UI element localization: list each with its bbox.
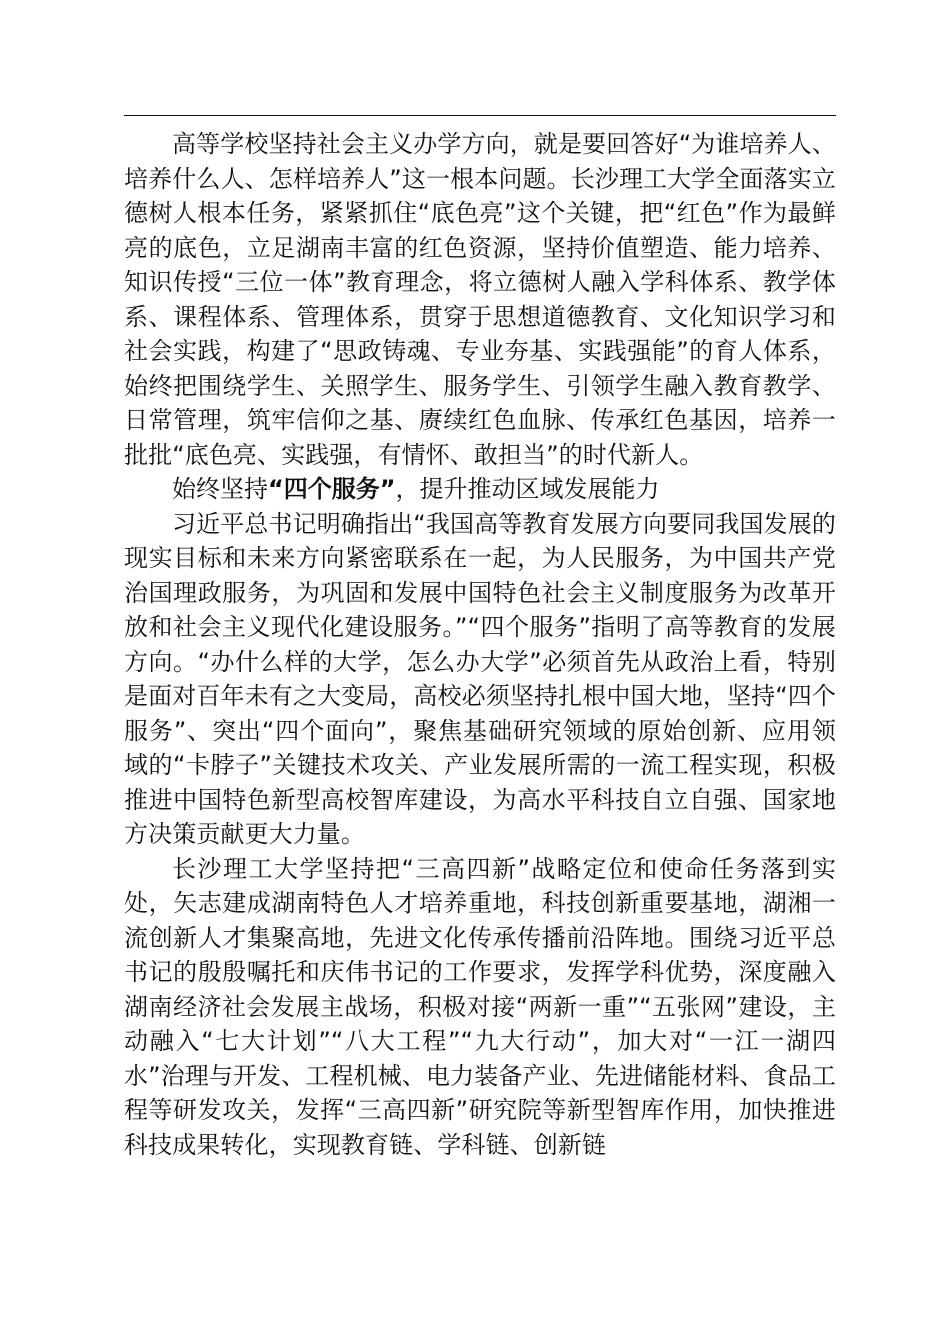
heading-prefix: 始终坚持 <box>172 475 268 503</box>
heading-bold: “四个服务” <box>268 475 396 503</box>
paragraph-2: 习近平总书记明确指出“我国高等教育发展方向要同我国发展的现实目标和未来方向紧密联系在一起，为人民服务，为中国共产党治国理政服务，为巩固和发展中国特色社会主义制度服务为改革开放和社会主义现代化建设服务。”“四个服务”指明了高等教育的发展方向。“办什么样的大学，怎么办大学”必须首先从政治上看，特别是面对百年未有之大变局，高校必须坚持扎根中国大地，坚持“四个服务”、突出“四个面向”，聚焦基础研究领域的原始创新、应用领域的“卡脖子”关键技术攻关、产业发展所需的一流工程实现，积极推进中国特色新型高校智库建设，为高水平科技自立自强、国家地方决策贡献更大力量。 <box>124 509 836 848</box>
header-rule <box>124 115 836 116</box>
document-body <box>124 127 836 1162</box>
section-heading <box>124 472 836 507</box>
paragraph-3: 长沙理工大学坚持把“三高四新”战略定位和使命任务落到实处，矢志建成湖南特色人才培养重地，科技创新重要基地，湖湘一流创新人才集聚高地，先进文化传承传播前沿阵地。围绕习近平总书记的殷殷嘱托和庆伟书记的工作要求，发挥学科优势，深度融入湖南经济社会发展主战场，积极对接“两新一重”“五张网”建设，主动融入“七大计划”“八大工程”“九大行动”，加大对“一江一湖四水”治理与开发、工程机械、电力装备产业、先进储能材料、食品工程等研发攻关，发挥“三高四新”研究院等新型智库作用，加快推进科技成果转化，实现教育链、学科链、创新链 <box>124 854 836 1159</box>
heading-suffix: ，提升推动区域发展能力 <box>395 475 660 503</box>
paragraph-1: 高等学校坚持社会主义办学方向，就是要回答好“为谁培养人、培养什么人、怎样培养人”这一根本问题。长沙理工大学全面落实立德树人根本任务，紧紧抓住“底色亮”这个关键，把“红色”作为最鲜亮的底色，立足湖南丰富的红色资源，坚持价值塑造、能力培养、知识传授“三位一体”教育理念，将立德树人融入学科体系、教学体系、课程体系、管理体系，贯穿于思想道德教育、文化知识学习和社会实践，构建了“思政铸魂、专业夯基、实践强能”的育人体系，始终把围绕学生、关照学生、服务学生、引领学生融入教育教学、日常管理，筑牢信仰之基、赓续红色血脉、传承红色基因，培养一批批“底色亮、实践强，有情怀、敢担当”的时代新人。 <box>124 130 836 469</box>
